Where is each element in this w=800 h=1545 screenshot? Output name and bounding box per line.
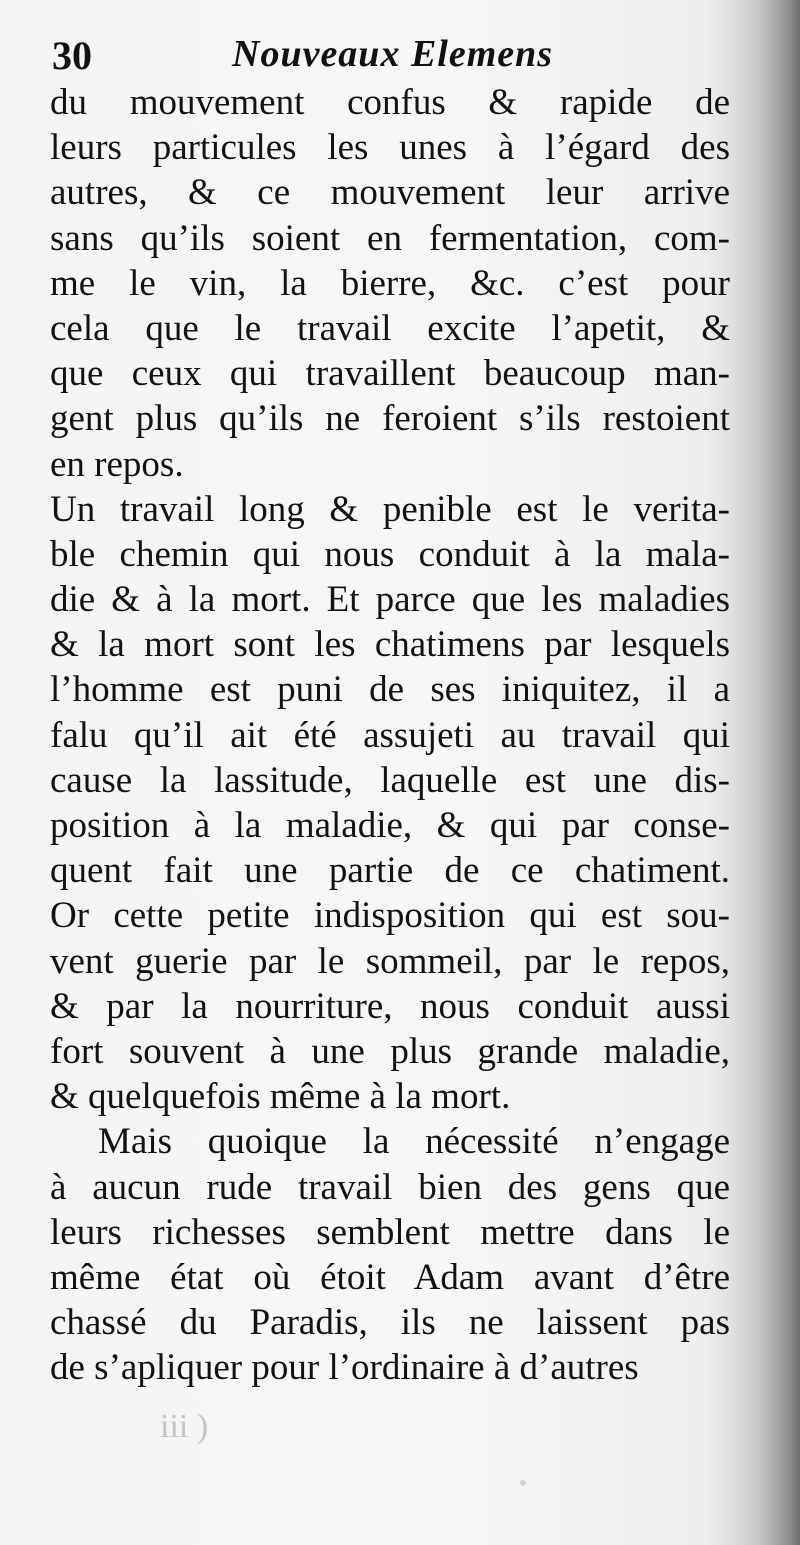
- text-line: du mouvement confus & rapide de: [50, 82, 730, 123]
- text-line: de s’apliquer pour l’ordinaire à d’autres: [50, 1347, 639, 1389]
- text-line: & quelquefois même à la mort.: [50, 1076, 511, 1118]
- text-line: fort souvent à une plus grande maladie,: [50, 1030, 730, 1072]
- text-line: l’homme est puni de ses iniquitez, il a: [50, 669, 730, 711]
- text-line: Mais quoique la nécessité n’engage: [98, 1121, 730, 1163]
- text-line: position à la maladie, & qui par conse-: [50, 805, 730, 846]
- page-number: 30: [52, 33, 92, 78]
- text-line: cela que le travail excite l’apetit, &: [50, 307, 730, 349]
- text-line: me le vin, la bierre, &c. c’est pour: [50, 262, 730, 304]
- page-shadow-edge: [730, 0, 800, 1545]
- text-line: en repos.: [50, 443, 184, 485]
- text-line: falu qu’il ait été assujeti au travail qui: [50, 714, 730, 756]
- text-line: & la mort sont les chatimens par lesquels: [50, 624, 730, 666]
- page-header: [52, 32, 732, 84]
- text-line: que ceux qui travaillent beaucoup man-: [50, 353, 730, 395]
- running-title: Nouveaux Elemens: [232, 33, 554, 75]
- text-line: Or cette petite indisposition qui est sou-: [50, 895, 730, 937]
- text-line: die & à la mort. Et parce que les maladies: [50, 579, 730, 621]
- bleed-through-marks: iii ): [160, 1408, 209, 1445]
- paragraph: [50, 1119, 730, 1390]
- text-line: autres, & ce mouvement leur arrive: [50, 172, 730, 214]
- body-text: [50, 80, 730, 1390]
- text-line: Un travail long & penible est le verita-: [50, 488, 730, 530]
- text-line: & par la nourriture, nous conduit aussi: [50, 985, 730, 1027]
- paper-stain: [520, 1480, 526, 1486]
- text-line: chassé du Paradis, ils ne laissent pas: [50, 1302, 730, 1344]
- text-line: même état où étoit Adam avant d’être: [50, 1256, 730, 1298]
- text-line: leurs richesses semblent mettre dans le: [50, 1211, 730, 1253]
- paragraph: [50, 80, 730, 487]
- text-line: ble chemin qui nous conduit à la mala-: [50, 533, 730, 575]
- paragraph: [50, 487, 730, 1120]
- text-line: sans qu’ils soient en fermentation, com-: [50, 217, 730, 259]
- text-line: à aucun rude travail bien des gens que: [50, 1166, 730, 1208]
- text-line: gent plus qu’ils ne feroient s’ils restoient: [50, 398, 730, 440]
- text-line: vent guerie par le sommeil, par le repos,: [50, 940, 730, 982]
- text-line: leurs particules les unes à l’égard des: [50, 127, 730, 169]
- text-line: quent fait une partie de ce chatiment.: [50, 850, 730, 892]
- text-line: cause la lassitude, laquelle est une dis-: [50, 759, 730, 801]
